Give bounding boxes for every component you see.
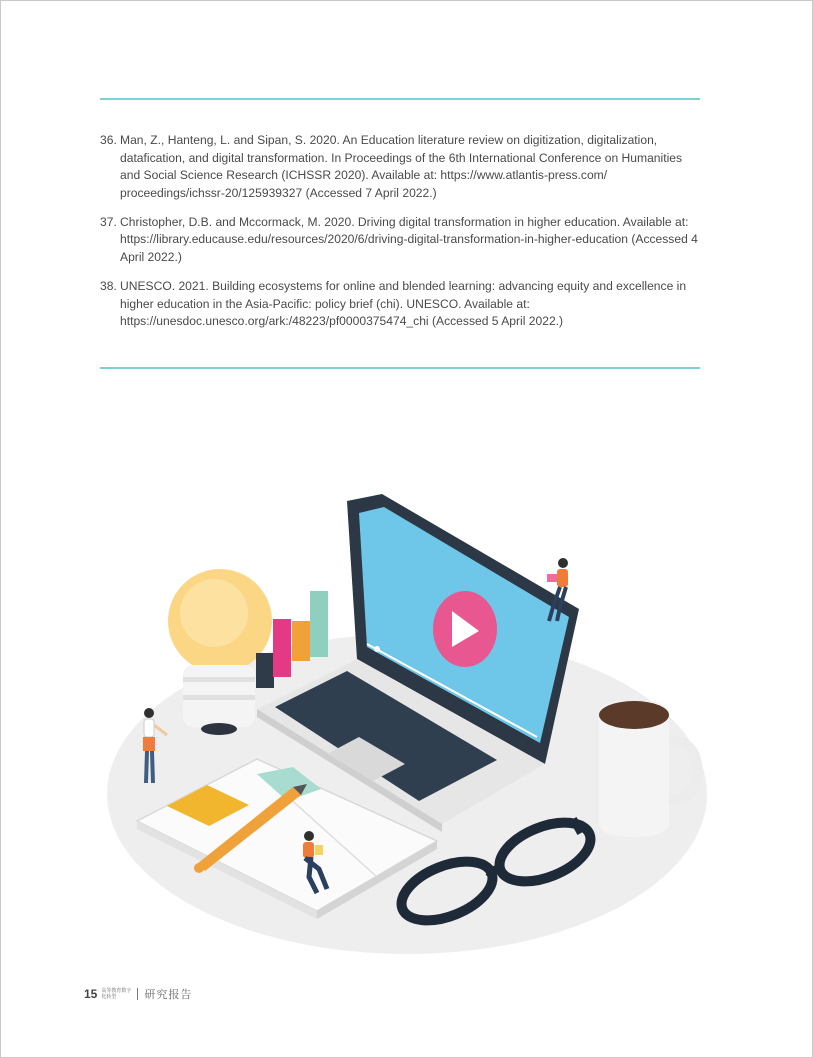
logo-line-2: 化转型: [101, 994, 117, 1000]
reference-item: [100, 132, 700, 202]
reference-text: Man, Z., Hanteng, L. and Sipan, S. 2020. An Education literature review on digitization, digitalization, datafication, and digital transformation. In Proceedings of the 6th International Conference on Humanities and Social Science Research (ICHSSR 2020). Available at: https://www.atlantis-press.com/ proceedings/ichssr-20/125939327 (Accessed 7 April 2022.): [120, 133, 683, 200]
reference-item: [100, 278, 700, 331]
reference-list: [100, 132, 700, 342]
bottom-divider: [100, 367, 700, 369]
reference-number: 37.: [100, 214, 117, 229]
reference-text: Christopher, D.B. and Mccormack, M. 2020. Driving digital transformation in higher education. Available at: https://library.educause.edu/resources/2020/6/driving-digital-transformation-in-higher-education (Accessed 4 April 2022.): [120, 214, 698, 265]
play-button-icon: [433, 591, 497, 667]
top-divider: [100, 98, 700, 100]
reference-text: UNESCO. 2021. Building ecosystems for online and blended learning: advancing equity and excellence in higher education in the Asia-Pacific: policy brief (chi). UNESCO. Available at: https://unesdoc.unesco.org/ark:/48223/pf0000375474_chi (Accessed 5 April 2022.): [120, 279, 687, 329]
workspace-illustration: [97, 449, 717, 969]
footer-series-title: 研究报告: [144, 989, 193, 1001]
footer-separator: [137, 988, 138, 1000]
report-logo: [101, 988, 131, 1000]
page-number: 15: [84, 987, 98, 1001]
reference-item: [100, 214, 700, 267]
logo-line-1: 高等教育数字: [101, 988, 132, 994]
reference-number: 38.: [100, 279, 117, 294]
page-footer: [84, 986, 192, 1002]
reference-number: 36.: [100, 133, 117, 147]
